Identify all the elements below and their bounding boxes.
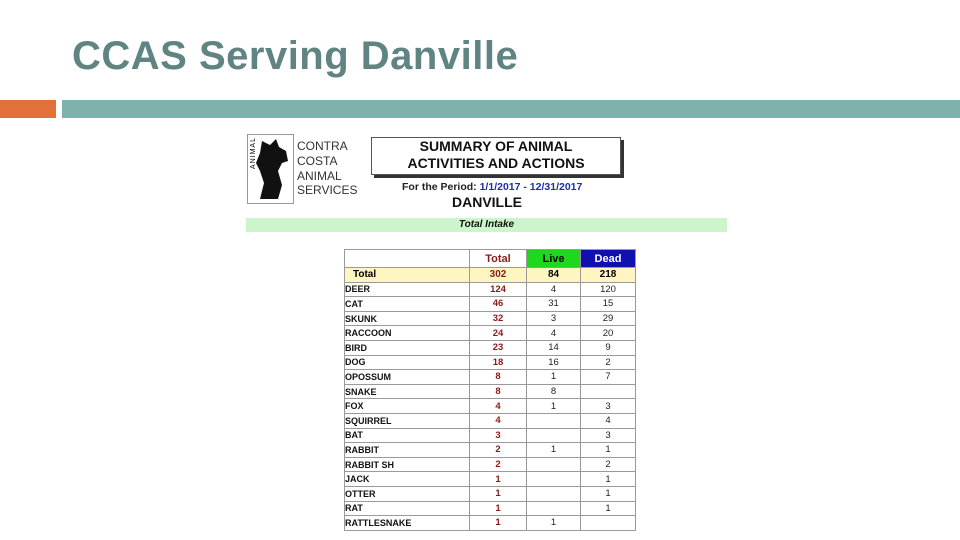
cell-live xyxy=(527,472,581,487)
ccas-logo xyxy=(247,134,294,204)
cell-dead: 2 xyxy=(581,457,636,472)
cell-species: SQUIRREL xyxy=(345,413,470,428)
cell-total: 23 xyxy=(470,340,527,355)
accent-bar-right xyxy=(62,100,960,118)
cell-species: RACCOON xyxy=(345,326,470,341)
cell-species: OTTER xyxy=(345,486,470,501)
cell-total: 8 xyxy=(470,370,527,385)
cell-total: 24 xyxy=(470,326,527,341)
table-row xyxy=(345,501,636,516)
cell-live: 16 xyxy=(527,355,581,370)
cell-dead: 20 xyxy=(581,326,636,341)
total-row-live: 84 xyxy=(527,268,581,283)
cell-total: 1 xyxy=(470,501,527,516)
section-title: Total Intake xyxy=(246,218,727,232)
cell-live: 4 xyxy=(527,326,581,341)
cell-dead: 7 xyxy=(581,370,636,385)
cell-dead: 1 xyxy=(581,472,636,487)
cell-live: 1 xyxy=(527,399,581,414)
cell-total: 1 xyxy=(470,472,527,487)
cell-dead xyxy=(581,516,636,531)
cell-species: CAT xyxy=(345,297,470,312)
header-dead: Dead xyxy=(581,250,636,268)
summary-heading-line-1: SUMMARY OF ANIMAL xyxy=(419,138,573,154)
summary-heading-box xyxy=(371,137,621,175)
cell-total: 4 xyxy=(470,399,527,414)
cell-live xyxy=(527,486,581,501)
table-row xyxy=(345,370,636,385)
cell-dead: 9 xyxy=(581,340,636,355)
period-dates: 1/1/2017 - 12/31/2017 xyxy=(479,181,583,193)
org-name-line-1: CONTRA xyxy=(297,139,348,153)
table-row xyxy=(345,443,636,458)
header-blank xyxy=(345,250,470,268)
table-row xyxy=(345,457,636,472)
table-row xyxy=(345,516,636,531)
table-total-row xyxy=(345,268,636,283)
cell-species: RABBIT xyxy=(345,443,470,458)
cell-total: 1 xyxy=(470,516,527,531)
cell-live xyxy=(527,428,581,443)
cell-species: OPOSSUM xyxy=(345,370,470,385)
cell-dead: 4 xyxy=(581,413,636,428)
accent-bar-left xyxy=(0,100,56,118)
cell-live: 31 xyxy=(527,297,581,312)
cell-total: 2 xyxy=(470,443,527,458)
table-row xyxy=(345,282,636,297)
table-row xyxy=(345,413,636,428)
table-row xyxy=(345,355,636,370)
cell-species: FOX xyxy=(345,399,470,414)
cell-live: 3 xyxy=(527,311,581,326)
intake-table xyxy=(344,249,636,531)
table-row xyxy=(345,311,636,326)
cell-dead xyxy=(581,384,636,399)
cell-species: DEER xyxy=(345,282,470,297)
cell-total: 1 xyxy=(470,486,527,501)
period-label: For the Period: xyxy=(402,181,477,193)
logo-vertical-text: ANIMAL xyxy=(250,137,257,170)
table-row xyxy=(345,340,636,355)
cell-live xyxy=(527,501,581,516)
table-row xyxy=(345,472,636,487)
cell-dead: 2 xyxy=(581,355,636,370)
table-row xyxy=(345,486,636,501)
cell-species: RATTLESNAKE xyxy=(345,516,470,531)
cell-species: JACK xyxy=(345,472,470,487)
cell-live xyxy=(527,457,581,472)
cell-live xyxy=(527,413,581,428)
summary-heading-line-2: ACTIVITIES AND ACTIONS xyxy=(407,155,585,171)
cell-live: 1 xyxy=(527,443,581,458)
header-live: Live xyxy=(527,250,581,268)
cell-species: BIRD xyxy=(345,340,470,355)
org-name-line-3: ANIMAL xyxy=(297,169,342,183)
cell-live: 4 xyxy=(527,282,581,297)
cell-species: RABBIT SH xyxy=(345,457,470,472)
cell-species: DOG xyxy=(345,355,470,370)
cell-total: 3 xyxy=(470,428,527,443)
table-row xyxy=(345,428,636,443)
slide-title: CCAS Serving Danville xyxy=(72,34,519,78)
cell-dead: 29 xyxy=(581,311,636,326)
cell-dead: 1 xyxy=(581,443,636,458)
table-row xyxy=(345,326,636,341)
cell-dead: 3 xyxy=(581,428,636,443)
cell-total: 18 xyxy=(470,355,527,370)
cell-total: 46 xyxy=(470,297,527,312)
cell-total: 4 xyxy=(470,413,527,428)
report-period xyxy=(402,181,582,193)
org-name-line-4: SERVICES xyxy=(297,183,358,197)
cell-dead: 15 xyxy=(581,297,636,312)
cell-dead: 1 xyxy=(581,486,636,501)
cell-species: RAT xyxy=(345,501,470,516)
cell-species: SNAKE xyxy=(345,384,470,399)
table-header-row xyxy=(345,250,636,268)
cell-dead: 120 xyxy=(581,282,636,297)
total-row-total: 302 xyxy=(470,268,527,283)
table-row xyxy=(345,297,636,312)
cell-total: 2 xyxy=(470,457,527,472)
cell-dead: 1 xyxy=(581,501,636,516)
total-row-label: Total xyxy=(345,268,470,283)
header-total: Total xyxy=(470,250,527,268)
org-name-line-2: COSTA xyxy=(297,154,338,168)
total-row-dead: 218 xyxy=(581,268,636,283)
cell-live: 1 xyxy=(527,516,581,531)
cell-species: BAT xyxy=(345,428,470,443)
cell-live: 8 xyxy=(527,384,581,399)
cell-live: 14 xyxy=(527,340,581,355)
report-location: DANVILLE xyxy=(452,194,522,210)
cell-total: 124 xyxy=(470,282,527,297)
cell-live: 1 xyxy=(527,370,581,385)
cell-total: 8 xyxy=(470,384,527,399)
cell-dead: 3 xyxy=(581,399,636,414)
cell-species: SKUNK xyxy=(345,311,470,326)
table-row xyxy=(345,384,636,399)
cell-total: 32 xyxy=(470,311,527,326)
table-row xyxy=(345,399,636,414)
